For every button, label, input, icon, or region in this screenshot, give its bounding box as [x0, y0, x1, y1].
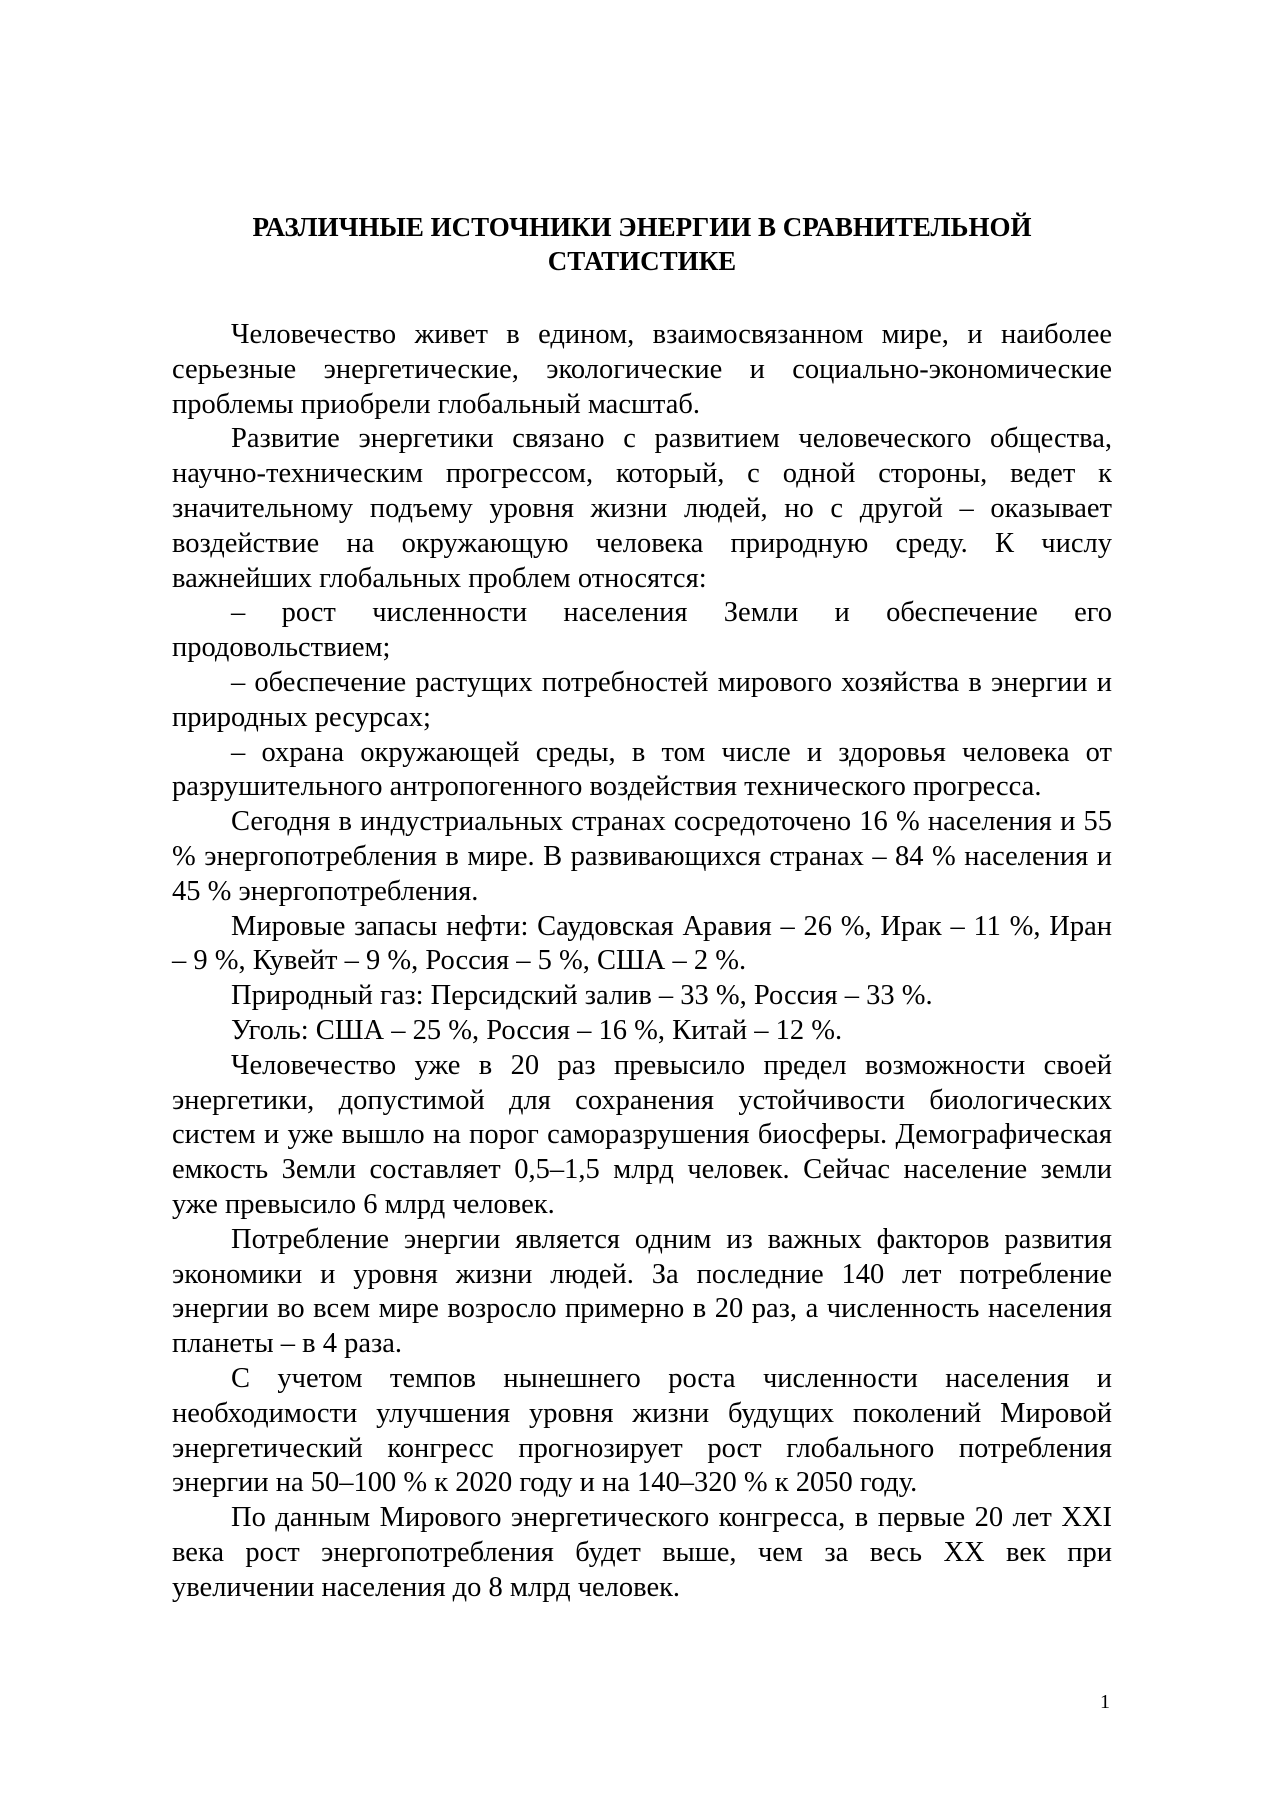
title-line-2: СТАТИСТИКЕ: [547, 246, 737, 276]
list-item-population: – рост численности населения Земли и обеспечение его продовольствием;: [172, 597, 1112, 664]
document-body: [172, 318, 1112, 1605]
document-title: [172, 210, 1112, 278]
paragraph-biosphere: Человечество уже в 20 раз превысило предел возможности своей энергетики, допустимой для сохранения устойчивости биологических систем и уже вышло на порог саморазрушения биосферы. Демографическая емкость Земли составляет 0,5–1,5 млрд человек. Сейчас население земли уже превысило 6 млрд человек.: [172, 1049, 1112, 1220]
paragraph-coal: Уголь: США – 25 %, Россия – 16 %, Китай – 12 %.: [231, 1014, 843, 1046]
page-number: 1: [1100, 1691, 1110, 1713]
paragraph-forecast: С учетом темпов нынешнего роста численности населения и необходимости улучшения уровня жизни будущих поколений Мировой энергетический конгресс прогнозирует рост глобального потребления энергии на 50–100 % к 2020 году и на 140–320 % к 2050 году.: [172, 1362, 1112, 1499]
paragraph-oil-reserves: Мировые запасы нефти: Саудовская Аравия – 26 %, Ирак – 11 %, Иран – 9 %, Кувейт – 9 %, Россия – 5 %, США – 2 %.: [172, 910, 1112, 977]
paragraph-natural-gas: Природный газ: Персидский залив – 33 %, Россия – 33 %.: [231, 980, 933, 1012]
paragraph-industrial-countries: Сегодня в индустриальных странах сосредоточено 16 % населения и 55 % энергопотребления в мире. В развивающихся странах – 84 % населения и 45 % энергопотребления.: [172, 806, 1112, 907]
paragraph-intro: Человечество живет в едином, взаимосвязанном мире, и наиболее серьезные энергетические, экологические и социально-экономические проблемы приобрели глобальный масштаб.: [172, 319, 1112, 420]
document-page: [172, 210, 1112, 1605]
paragraph-consumption: Потребление энергии является одним из важных факторов развития экономики и уровня жизни людей. За последние 140 лет потребление энергии во всем мире возросло примерно в 20 раз, а численность населения планеты – в 4 раза.: [172, 1223, 1112, 1360]
title-line-1: РАЗЛИЧНЫЕ ИСТОЧНИКИ ЭНЕРГИИ В СРАВНИТЕЛЬНОЙ: [252, 212, 1032, 242]
list-item-resources: – обеспечение растущих потребностей мирового хозяйства в энергии и природных ресурсах;: [172, 666, 1112, 733]
list-item-environment: – охрана окружающей среды, в том числе и здоровья человека от разрушительного антропогенного воздействия технического прогресса.: [172, 736, 1112, 803]
paragraph-congress-data: По данным Мирового энергетического конгресса, в первые 20 лет XXI века рост энергопотребления будет выше, чем за весь XX век при увеличении населения до 8 млрд человек.: [172, 1502, 1112, 1603]
paragraph-energy-development: Развитие энергетики связано с развитием человеческого общества, научно-техническим прогрессом, который, с одной стороны, ведет к значительному подъему уровня жизни людей, но с другой – оказывает воздействие на окружающую человека природную среду. К числу важнейших глобальных проблем относятся:: [172, 423, 1112, 594]
